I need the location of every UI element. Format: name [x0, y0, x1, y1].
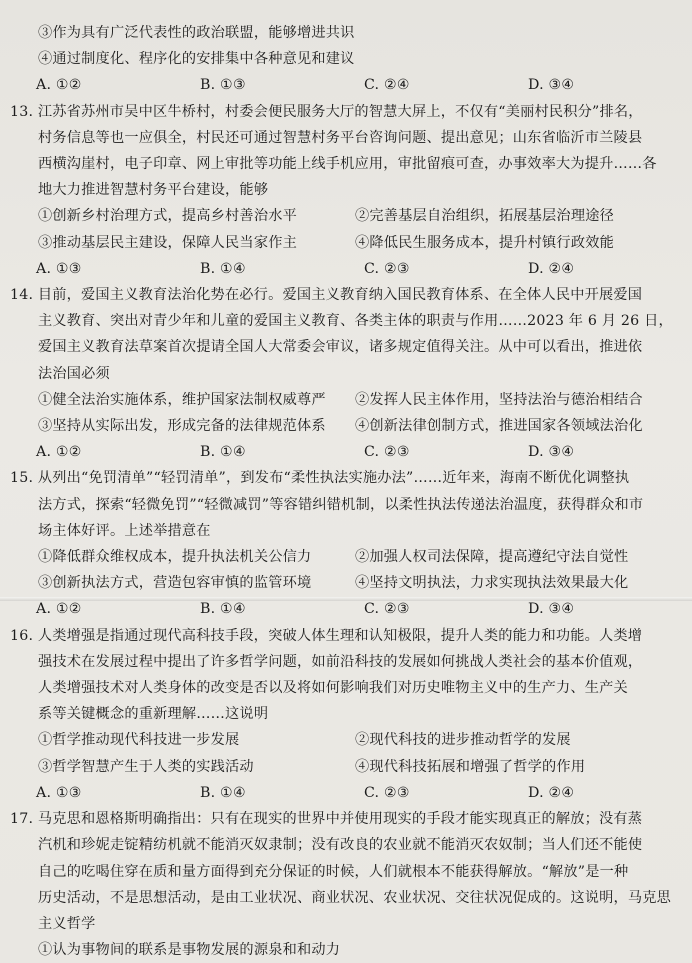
- option-2: ②加强人权司法保障，提高遵纪守法自觉性: [355, 549, 629, 566]
- question-17-stem-line: 17. 马克思和恩格斯明确指出：只有在现实的世界中并使用现实的手段才能实现真正的解放；没有蒸: [10, 811, 643, 828]
- choice-c[interactable]: C. ②③: [364, 444, 410, 461]
- answer-choices: [32, 439, 672, 465]
- choice-d[interactable]: D. ③④: [528, 444, 575, 461]
- option-1: ①健全法治实施体系，维护国家法制权威尊严: [38, 391, 326, 408]
- option-3: ③创新执法方式，营造包容审慎的监管环境: [38, 575, 312, 592]
- question-15-options-row: [32, 544, 672, 570]
- option-3: ③哲学智慧产生于人类的实践活动: [38, 758, 254, 775]
- choice-c[interactable]: C. ②③: [364, 260, 410, 277]
- choice-c[interactable]: C. ②③: [364, 601, 410, 618]
- question-14: [10, 282, 673, 465]
- exam-content: [10, 20, 673, 963]
- option-1: ①哲学推动现代科技进一步发展: [38, 732, 240, 749]
- question-13-stem-line: 地大力推进智慧村务平台建设，能够: [38, 182, 269, 199]
- question-14-options-row: [32, 413, 672, 439]
- question-16-stem-line: 强技术在发展过程中提出了许多哲学问题，如前沿科技的发展如何挑战人类社会的基本价值观，: [38, 653, 643, 670]
- choice-b[interactable]: B. ①④: [200, 601, 246, 618]
- option-3: ③作为具有广泛代表性的政治联盟，能够增进共识: [38, 25, 355, 41]
- choice-d[interactable]: D. ②④: [528, 260, 575, 277]
- question-17: [10, 806, 672, 963]
- question-15: [10, 465, 672, 622]
- option-2: ②现代科技的进步推动哲学的发展: [355, 732, 571, 749]
- answer-choices: [32, 256, 672, 282]
- option-4: ④现代科技拓展和增强了哲学的作用: [355, 758, 586, 775]
- question-14-stem-line: 主义教育、突出对青少年和儿童的爱国主义教育、各类主体的职责与作用……2023 年 6 月 26 日，: [38, 313, 673, 330]
- choice-a[interactable]: A. ①②: [36, 77, 82, 94]
- question-13-stem-line: 西横沟崖村，电子印章、网上审批等功能上线手机应用，审批留痕可查，办事效率大为提升……各: [38, 156, 657, 173]
- question-13-stem-line: 13. 江苏省苏州市吴中区牛桥村，村委会便民服务大厅的智慧大屏上，不仅有“美丽村民积分”排名，: [10, 103, 643, 120]
- question-14-stem-line: 爱国主义教育法草案首次提请全国人大常委会审议，诸多规定值得关注。从中可以看出，推进依: [38, 339, 643, 356]
- choice-b[interactable]: B. ①③: [200, 77, 246, 94]
- choice-d[interactable]: D. ③④: [528, 77, 575, 94]
- question-16-options-row: [32, 727, 672, 753]
- option-1: ①创新乡村治理方式，提高乡村善治水平: [38, 208, 297, 225]
- question-15-stem-line: 法方式，探索“轻微免罚”“轻微减罚”等容错纠错机制，以柔性执法传递法治温度，获得群众和市: [38, 496, 644, 513]
- choice-d[interactable]: D. ②④: [528, 784, 575, 801]
- question-14-options-row: [32, 387, 672, 413]
- option-2: ②完善基层自治组织，拓展基层治理途径: [355, 208, 614, 225]
- question-17-stem-line: 汽机和珍妮走锭精纺机就不能消灭奴隶制；没有改良的农业就不能消灭农奴制；当人们还不能使: [38, 837, 643, 854]
- option-1: ①认为事物间的联系是事物发展的源泉和和动力: [38, 942, 341, 959]
- question-17-stem-line: 自己的吃喝住穿在质和量方面得到充分保证的时候，人们就根本不能获得解放。“解放”是一种: [38, 863, 629, 880]
- question-14-stem-line: 14. 目前，爱国主义教育法治化势在必行。爱国主义教育纳入国民教育体系、在全体人民中开展爱国: [10, 287, 643, 304]
- question-16-options-row: [32, 754, 672, 780]
- question-15-stem-line: 15. 从列出“免罚清单”“轻罚清单”，到发布“柔性执法实施办法”……近年来，海南不断优化调整执: [10, 470, 630, 487]
- choice-b[interactable]: B. ①④: [200, 784, 246, 801]
- question-14-stem-line: 法治国必须: [38, 365, 110, 382]
- question-13-options-row: [32, 230, 672, 256]
- choice-b[interactable]: B. ①④: [200, 260, 246, 277]
- choice-a[interactable]: A. ①③: [36, 784, 82, 801]
- question-13-options-row: [32, 203, 672, 229]
- question-15-stem-line: 场主体好评。上述举措意在: [38, 522, 211, 539]
- choice-a[interactable]: A. ①③: [36, 260, 82, 277]
- answer-choices: [32, 72, 672, 98]
- question-16-stem-line: 人类增强技术对人类身体的改变是否以及将如何影响我们对历史唯物主义中的生产力、生产关: [38, 680, 628, 697]
- choice-d[interactable]: D. ③④: [528, 601, 575, 618]
- question-17-stem-line: 历史活动，不是思想活动，是由工业状况、商业状况、农业状况、交往状况促成的。这说明，马克思: [38, 889, 672, 906]
- previous-question-tail: [32, 20, 672, 99]
- answer-choices: [32, 596, 672, 622]
- option-1: ①降低群众维权成本，提升执法机关公信力: [38, 549, 312, 566]
- question-13: [10, 99, 672, 282]
- choice-a[interactable]: A. ①②: [36, 444, 82, 461]
- question-15-options-row: [32, 570, 672, 596]
- question-16-stem-line: 16. 人类增强是指通过现代高科技手段，突破人体生理和认知极限，提升人类的能力和功能。人类增: [10, 627, 643, 644]
- question-13-stem-line: 村务信息等也一应俱全，村民还可通过智慧村务平台咨询问题、提出意见；山东省临沂市兰陵县: [38, 129, 643, 146]
- choice-c[interactable]: C. ②④: [364, 77, 410, 94]
- answer-choices: [32, 780, 672, 806]
- option-4: ④通过制度化、程序化的安排集中各种意见和建议: [38, 51, 355, 68]
- choice-b[interactable]: B. ①④: [200, 444, 246, 461]
- question-16: [10, 623, 672, 806]
- option-4: ④创新法律创制方式，推进国家各领域法治化: [355, 418, 643, 435]
- option-3: ③坚持从实际出发，形成完备的法律规范体系: [38, 418, 326, 435]
- option-3: ③推动基层民主建设，保障人民当家作主: [38, 234, 297, 251]
- choice-a[interactable]: A. ①②: [36, 601, 82, 618]
- choice-c[interactable]: C. ②③: [364, 784, 410, 801]
- option-2: ②发挥人民主体作用，坚持法治与德治相结合: [355, 391, 643, 408]
- question-16-stem-line: 系等关键概念的重新理解……这说明: [38, 706, 269, 723]
- option-4: ④降低民生服务成本，提升村镇行政效能: [355, 234, 614, 251]
- question-17-stem-line: 主义哲学: [38, 915, 96, 932]
- option-4: ④坚持文明执法，力求实现执法效果最大化: [355, 575, 629, 592]
